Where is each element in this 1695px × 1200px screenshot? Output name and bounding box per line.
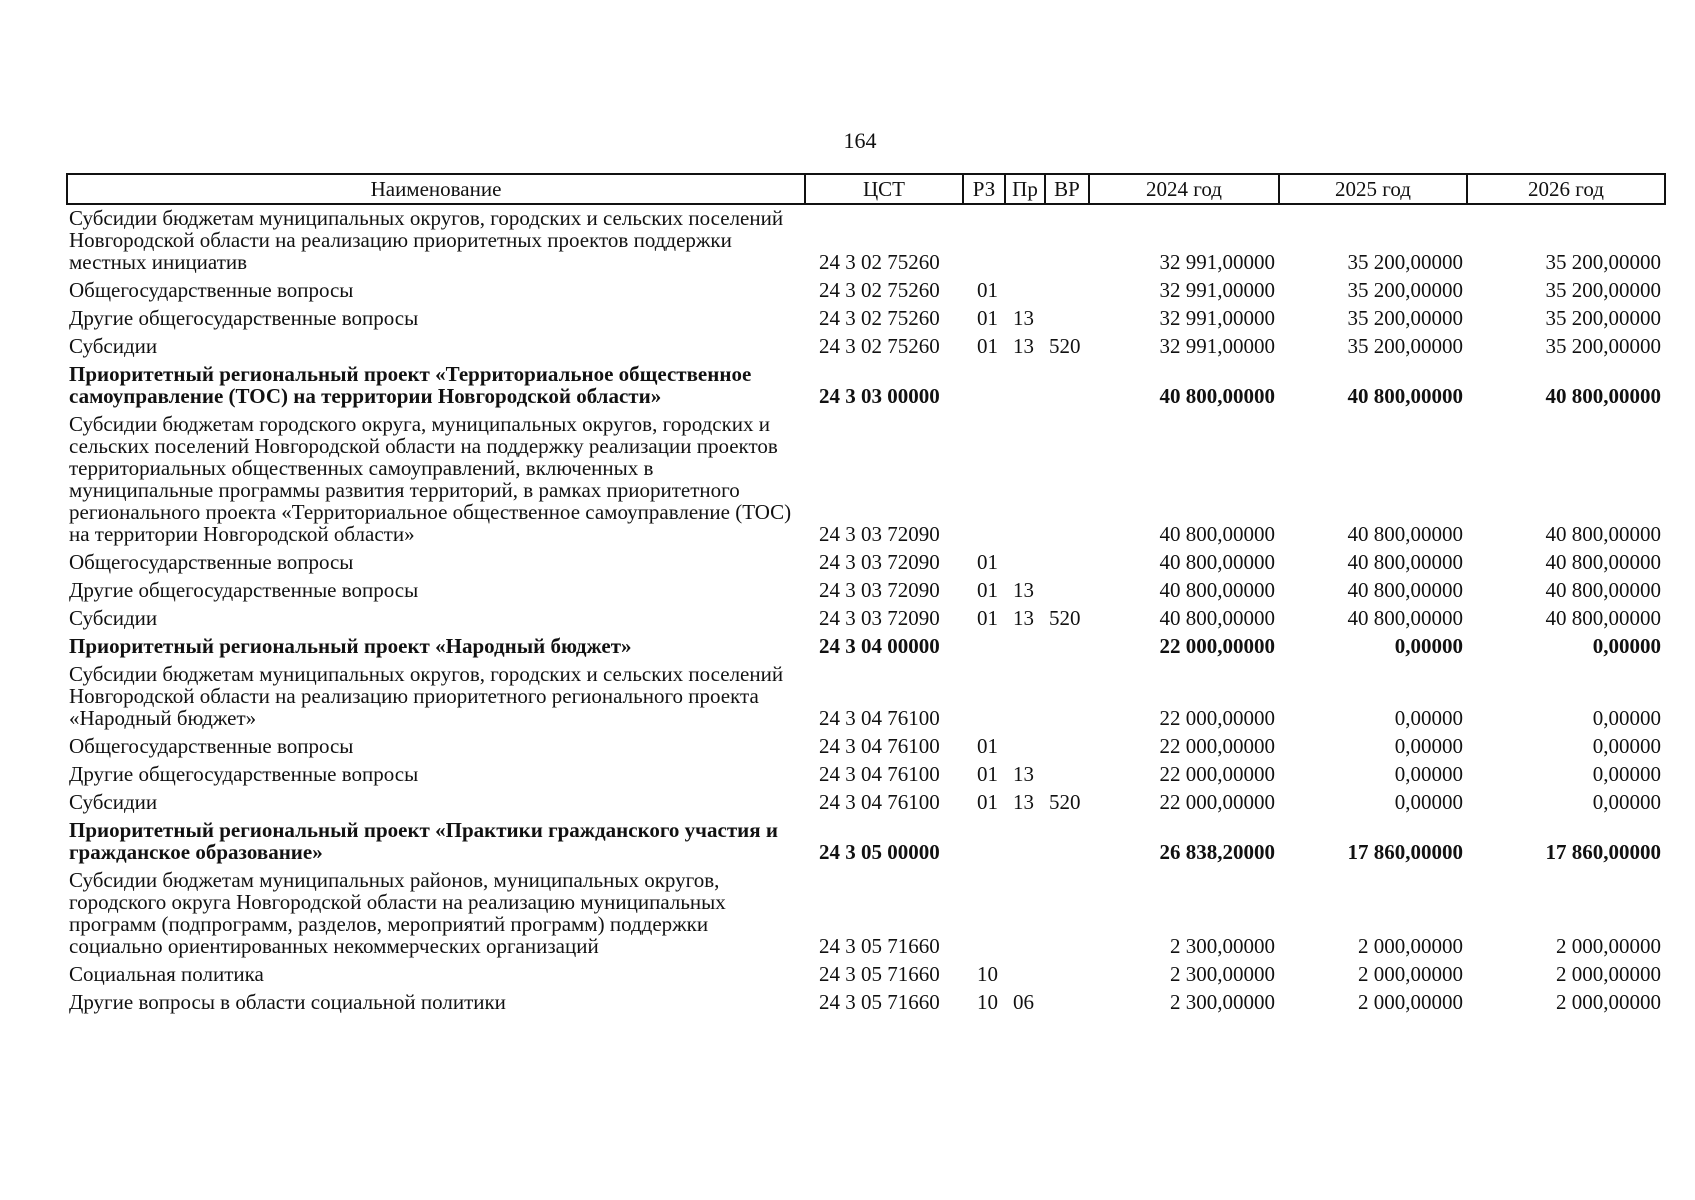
table-row bbox=[67, 961, 1665, 989]
table-row bbox=[67, 204, 1665, 277]
cell-2026: 2 000,00000 bbox=[1556, 934, 1661, 958]
cell-name: Общегосударственные вопросы bbox=[69, 278, 354, 302]
cell-rz: 10 bbox=[977, 990, 998, 1014]
cell-cst: 24 3 05 00000 bbox=[819, 840, 940, 864]
cell-2024: 32 991,00000 bbox=[1159, 334, 1275, 358]
cell-rz bbox=[963, 661, 1005, 733]
cell-2024: 22 000,00000 bbox=[1159, 634, 1275, 658]
cell-name: Субсидии bbox=[69, 790, 158, 814]
cell-2026: 0,00000 bbox=[1592, 734, 1661, 758]
cell-pr bbox=[1005, 361, 1045, 411]
cell-2026: 35 200,00000 bbox=[1545, 334, 1661, 358]
cell-rz bbox=[963, 817, 1005, 867]
cell-2025: 40 800,00000 bbox=[1347, 606, 1463, 630]
table-row bbox=[67, 605, 1665, 633]
cell-2025: 35 200,00000 bbox=[1347, 306, 1463, 330]
cell-2025: 40 800,00000 bbox=[1347, 384, 1463, 408]
cell-2024: 40 800,00000 bbox=[1159, 550, 1275, 574]
cell-2026: 17 860,00000 bbox=[1545, 840, 1661, 864]
table-row bbox=[67, 867, 1665, 961]
cell-cst: 24 3 03 72090 bbox=[819, 550, 940, 574]
cell-name: Другие общегосударственные вопросы bbox=[69, 578, 419, 602]
cell-vr bbox=[1045, 817, 1089, 867]
cell-pr bbox=[1005, 277, 1045, 305]
cell-name: Субсидии бюджетам муниципальных округов, городских и сельских поселений Новгородской области на реализацию приоритетного регионального проекта «Народный бюджет» bbox=[69, 662, 784, 730]
cell-2024: 22 000,00000 bbox=[1159, 790, 1275, 814]
cell-cst: 24 3 03 00000 bbox=[819, 384, 940, 408]
cell-2025: 0,00000 bbox=[1394, 634, 1463, 658]
budget-table bbox=[66, 173, 1666, 1017]
cell-2024: 32 991,00000 bbox=[1159, 250, 1275, 274]
cell-cst: 24 3 02 75260 bbox=[819, 306, 940, 330]
cell-2026: 35 200,00000 bbox=[1545, 278, 1661, 302]
cell-2026: 40 800,00000 bbox=[1545, 522, 1661, 546]
cell-2024: 2 300,00000 bbox=[1170, 962, 1275, 986]
cell-2024: 40 800,00000 bbox=[1159, 606, 1275, 630]
cell-vr: 520 bbox=[1049, 334, 1081, 358]
cell-2025: 40 800,00000 bbox=[1347, 550, 1463, 574]
cell-vr bbox=[1045, 204, 1089, 277]
cell-cst: 24 3 02 75260 bbox=[819, 334, 940, 358]
cell-name: Субсидии bbox=[69, 334, 158, 358]
cell-cst: 24 3 03 72090 bbox=[819, 522, 940, 546]
table-row-section bbox=[67, 361, 1665, 411]
cell-vr bbox=[1045, 733, 1089, 761]
cell-2026: 40 800,00000 bbox=[1545, 606, 1661, 630]
cell-2024: 40 800,00000 bbox=[1159, 522, 1275, 546]
table-row bbox=[67, 733, 1665, 761]
cell-pr bbox=[1005, 733, 1045, 761]
cell-rz: 01 bbox=[977, 278, 998, 302]
cell-2024: 22 000,00000 bbox=[1159, 734, 1275, 758]
cell-2024: 40 800,00000 bbox=[1159, 384, 1275, 408]
cell-rz bbox=[963, 867, 1005, 961]
cell-cst: 24 3 04 76100 bbox=[819, 734, 940, 758]
table-row bbox=[67, 661, 1665, 733]
table-row bbox=[67, 789, 1665, 817]
cell-2026: 0,00000 bbox=[1592, 762, 1661, 786]
cell-2025: 35 200,00000 bbox=[1347, 278, 1463, 302]
table-row bbox=[67, 989, 1665, 1017]
cell-pr bbox=[1005, 411, 1045, 549]
cell-2024: 22 000,00000 bbox=[1159, 762, 1275, 786]
cell-name: Субсидии бюджетам городского округа, муниципальных округов, городских и сельских поселений Новгородской области на поддержку реализации проектов территориальных общественных самоуправлений, включенных в муниципальные программы развития территорий, в рамках приоритетного регионального проекта «Территориальное общественное самоуправление (ТОС) на территории Новгородской области» bbox=[69, 412, 792, 546]
cell-vr bbox=[1045, 989, 1089, 1017]
header-2024: 2024 год bbox=[1089, 174, 1279, 204]
cell-rz: 10 bbox=[977, 962, 998, 986]
table-row-section bbox=[67, 817, 1665, 867]
cell-name: Общегосударственные вопросы bbox=[69, 734, 354, 758]
cell-2024: 40 800,00000 bbox=[1159, 578, 1275, 602]
cell-vr bbox=[1045, 633, 1089, 661]
table-row bbox=[67, 577, 1665, 605]
header-vr: ВР bbox=[1045, 174, 1089, 204]
cell-2024: 22 000,00000 bbox=[1159, 706, 1275, 730]
cell-name: Приоритетный региональный проект «Народный бюджет» bbox=[69, 634, 632, 658]
cell-2025: 35 200,00000 bbox=[1347, 250, 1463, 274]
cell-2025: 0,00000 bbox=[1394, 706, 1463, 730]
header-2026: 2026 год bbox=[1467, 174, 1665, 204]
cell-rz: 01 bbox=[977, 734, 998, 758]
cell-vr bbox=[1045, 761, 1089, 789]
header-name: Наименование bbox=[67, 174, 805, 204]
cell-name: Другие общегосударственные вопросы bbox=[69, 306, 419, 330]
cell-2025: 35 200,00000 bbox=[1347, 334, 1463, 358]
cell-2026: 2 000,00000 bbox=[1556, 962, 1661, 986]
cell-2024: 2 300,00000 bbox=[1170, 934, 1275, 958]
cell-pr bbox=[1005, 549, 1045, 577]
cell-pr bbox=[1005, 661, 1045, 733]
cell-vr bbox=[1045, 867, 1089, 961]
cell-cst: 24 3 05 71660 bbox=[819, 962, 940, 986]
cell-pr bbox=[1005, 961, 1045, 989]
table-row-section bbox=[67, 633, 1665, 661]
cell-cst: 24 3 04 00000 bbox=[819, 634, 940, 658]
cell-2025: 40 800,00000 bbox=[1347, 522, 1463, 546]
cell-2025: 0,00000 bbox=[1394, 762, 1463, 786]
cell-rz bbox=[963, 361, 1005, 411]
cell-cst: 24 3 04 76100 bbox=[819, 790, 940, 814]
cell-2025: 0,00000 bbox=[1394, 790, 1463, 814]
cell-rz bbox=[963, 633, 1005, 661]
table-row bbox=[67, 411, 1665, 549]
cell-pr: 13 bbox=[1013, 790, 1034, 814]
header-cst: ЦСТ bbox=[805, 174, 963, 204]
cell-cst: 24 3 05 71660 bbox=[819, 990, 940, 1014]
cell-rz: 01 bbox=[977, 790, 998, 814]
table-row bbox=[67, 305, 1665, 333]
cell-pr: 13 bbox=[1013, 606, 1034, 630]
cell-cst: 24 3 03 72090 bbox=[819, 578, 940, 602]
cell-cst: 24 3 03 72090 bbox=[819, 606, 940, 630]
cell-pr bbox=[1005, 204, 1045, 277]
cell-pr: 13 bbox=[1013, 334, 1034, 358]
cell-2026: 0,00000 bbox=[1592, 634, 1661, 658]
cell-vr bbox=[1045, 577, 1089, 605]
cell-2026: 40 800,00000 bbox=[1545, 384, 1661, 408]
cell-2025: 2 000,00000 bbox=[1358, 962, 1463, 986]
cell-rz: 01 bbox=[977, 606, 998, 630]
cell-name: Общегосударственные вопросы bbox=[69, 550, 354, 574]
cell-cst: 24 3 02 75260 bbox=[819, 250, 940, 274]
cell-vr bbox=[1045, 411, 1089, 549]
header-rz: РЗ bbox=[963, 174, 1005, 204]
cell-2025: 40 800,00000 bbox=[1347, 578, 1463, 602]
cell-name: Другие общегосударственные вопросы bbox=[69, 762, 419, 786]
cell-pr bbox=[1005, 817, 1045, 867]
cell-rz: 01 bbox=[977, 550, 998, 574]
table-row bbox=[67, 277, 1665, 305]
cell-2026: 2 000,00000 bbox=[1556, 990, 1661, 1014]
cell-cst: 24 3 04 76100 bbox=[819, 762, 940, 786]
cell-pr: 06 bbox=[1013, 990, 1034, 1014]
cell-rz: 01 bbox=[977, 334, 998, 358]
cell-2025: 0,00000 bbox=[1394, 734, 1463, 758]
cell-pr: 13 bbox=[1013, 762, 1034, 786]
table-header-row bbox=[67, 174, 1665, 204]
cell-pr: 13 bbox=[1013, 578, 1034, 602]
table-row bbox=[67, 761, 1665, 789]
cell-name: Субсидии bbox=[69, 606, 158, 630]
cell-2026: 0,00000 bbox=[1592, 790, 1661, 814]
cell-2024: 32 991,00000 bbox=[1159, 306, 1275, 330]
cell-2024: 26 838,20000 bbox=[1159, 840, 1275, 864]
cell-2025: 2 000,00000 bbox=[1358, 934, 1463, 958]
cell-vr bbox=[1045, 961, 1089, 989]
cell-pr bbox=[1005, 633, 1045, 661]
cell-vr bbox=[1045, 277, 1089, 305]
cell-cst: 24 3 02 75260 bbox=[819, 278, 940, 302]
header-2025: 2025 год bbox=[1279, 174, 1467, 204]
cell-name: Субсидии бюджетам муниципальных районов, муниципальных округов, городского округа Новгородской области на реализацию муниципальных программ (подпрограмм, разделов, мероприятий программ) поддержки социально ориентированных некоммерческих организаций bbox=[69, 868, 726, 958]
cell-name: Субсидии бюджетам муниципальных округов, городских и сельских поселений Новгородской области на реализацию приоритетных проектов поддержки местных инициатив bbox=[69, 206, 784, 274]
page-number: 164 bbox=[843, 128, 877, 153]
cell-pr bbox=[1005, 867, 1045, 961]
table-row bbox=[67, 333, 1665, 361]
cell-rz bbox=[963, 411, 1005, 549]
cell-name: Другие вопросы в области социальной политики bbox=[69, 990, 506, 1014]
cell-pr: 13 bbox=[1013, 306, 1034, 330]
cell-2024: 2 300,00000 bbox=[1170, 990, 1275, 1014]
cell-cst: 24 3 05 71660 bbox=[819, 934, 940, 958]
cell-2026: 35 200,00000 bbox=[1545, 306, 1661, 330]
cell-name: Социальная политика bbox=[69, 962, 264, 986]
cell-rz bbox=[963, 204, 1005, 277]
cell-rz: 01 bbox=[977, 306, 998, 330]
cell-rz: 01 bbox=[977, 578, 998, 602]
cell-2025: 17 860,00000 bbox=[1347, 840, 1463, 864]
cell-2025: 2 000,00000 bbox=[1358, 990, 1463, 1014]
table-body bbox=[67, 204, 1665, 1017]
cell-vr bbox=[1045, 661, 1089, 733]
cell-vr: 520 bbox=[1049, 606, 1081, 630]
cell-cst: 24 3 04 76100 bbox=[819, 706, 940, 730]
cell-vr bbox=[1045, 361, 1089, 411]
table-row bbox=[67, 549, 1665, 577]
cell-name: Приоритетный региональный проект «Территориальное общественное самоуправление (ТОС) на территории Новгородской области» bbox=[69, 362, 752, 408]
cell-2026: 35 200,00000 bbox=[1545, 250, 1661, 274]
cell-2026: 0,00000 bbox=[1592, 706, 1661, 730]
cell-2024: 32 991,00000 bbox=[1159, 278, 1275, 302]
cell-vr bbox=[1045, 305, 1089, 333]
cell-name: Приоритетный региональный проект «Практики гражданского участия и гражданское образование» bbox=[69, 818, 778, 864]
cell-vr: 520 bbox=[1049, 790, 1081, 814]
header-pr: Пр bbox=[1005, 174, 1045, 204]
cell-rz: 01 bbox=[977, 762, 998, 786]
cell-2026: 40 800,00000 bbox=[1545, 578, 1661, 602]
cell-vr bbox=[1045, 549, 1089, 577]
cell-2026: 40 800,00000 bbox=[1545, 550, 1661, 574]
